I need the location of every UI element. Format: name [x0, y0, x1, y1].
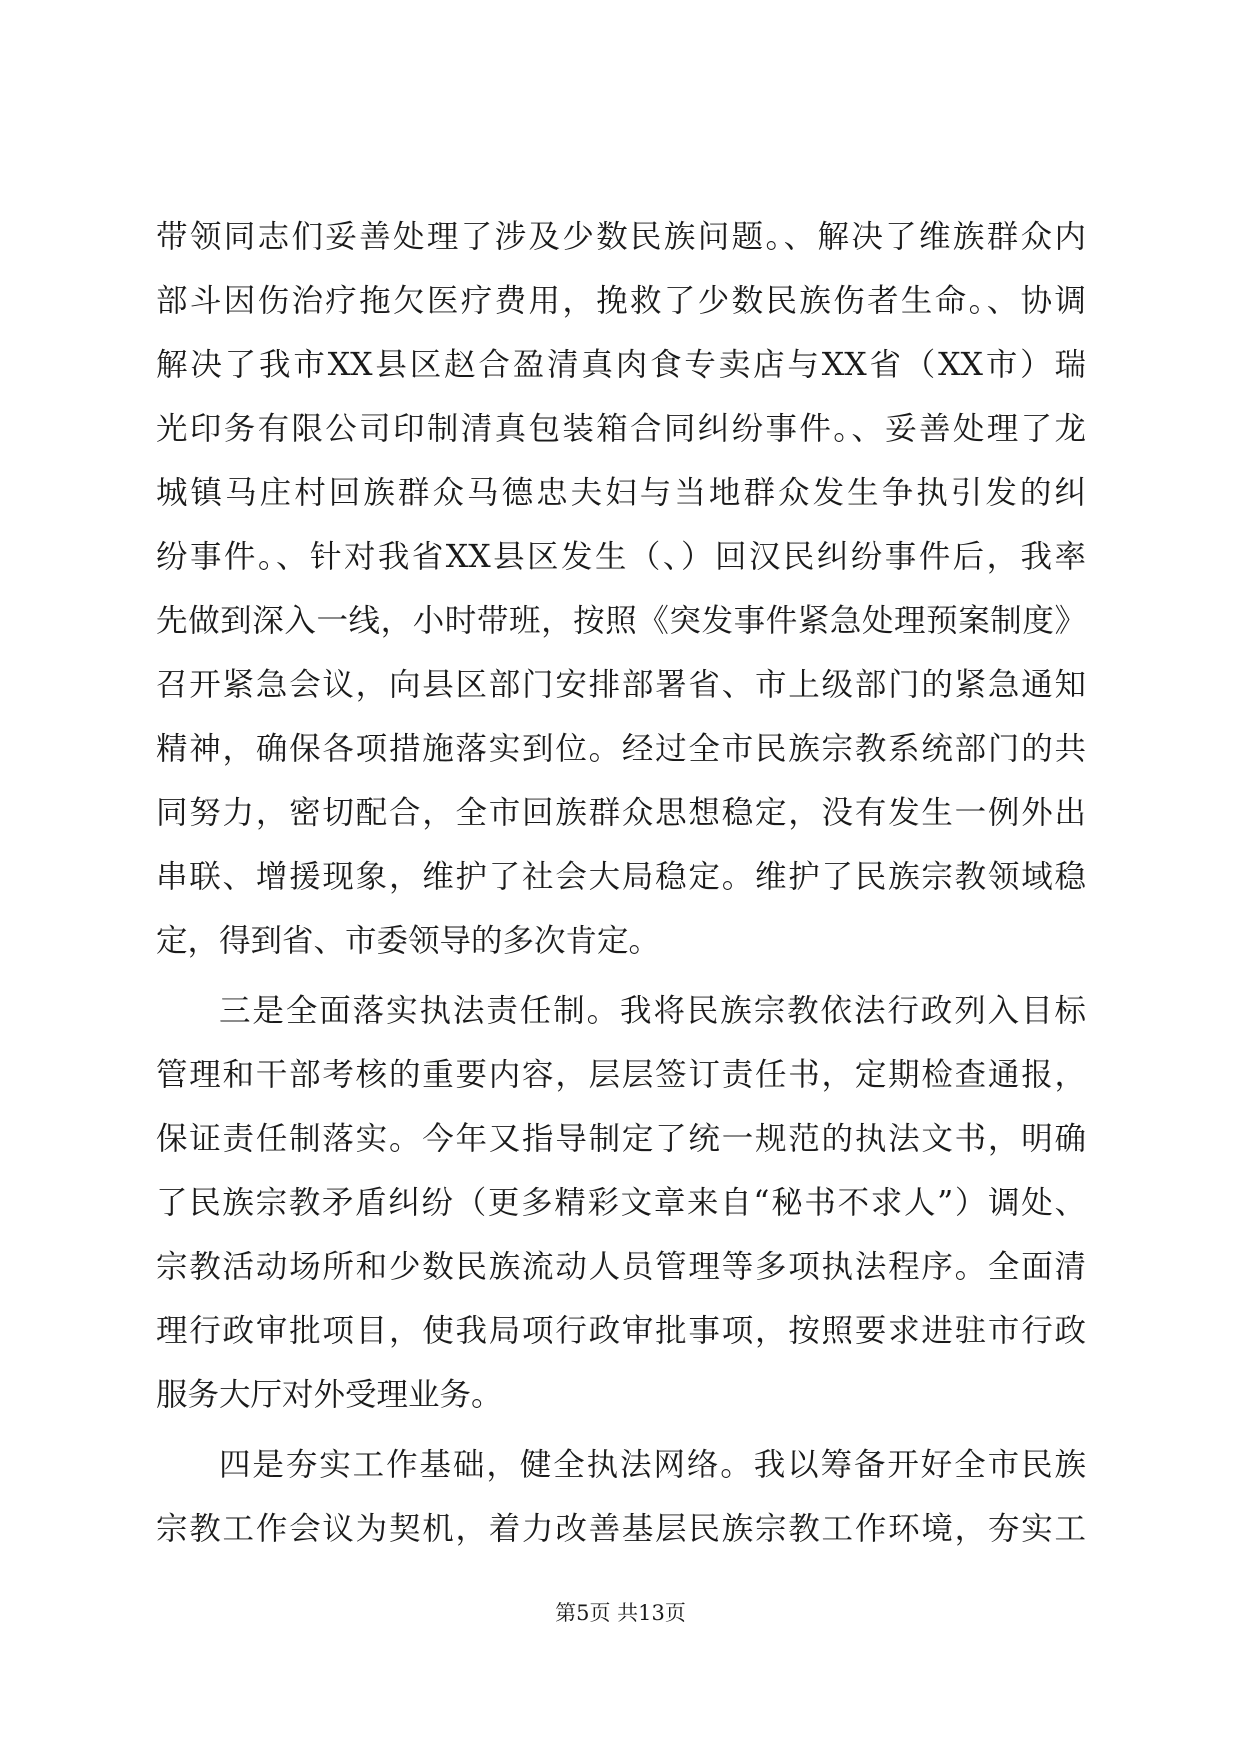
text-line: 精神，确保各项措施落实到位。经过全市民族宗教系统部门的共: [156, 731, 1086, 767]
text-line: 了民族宗教矛盾纠纷（更多精彩文章来自“秘书不求人”）调处、: [156, 1185, 1086, 1221]
text-line: 光印务有限公司印制清真包装箱合同纠纷事件。、妥善处理了龙: [156, 411, 1086, 447]
paragraph-first-line: 四是夯实工作基础，健全执法网络。我以筹备开好全市民族: [219, 1447, 1086, 1483]
text-line: 定，得到省、市委领导的多次肯定。: [156, 923, 661, 959]
text-line: 宗教活动场所和少数民族流动人员管理等多项执法程序。全面清: [156, 1249, 1086, 1285]
page-number-footer: 第5页 共13页: [555, 1601, 686, 1625]
paragraph-first-line: 三是全面落实执法责任制。我将民族宗教依法行政列入目标: [219, 993, 1086, 1029]
document-body: [156, 205, 1086, 1561]
text-line: 解决了我市XX县区赵合盈清真肉食专卖店与XX省（XX市）瑞: [156, 347, 1086, 383]
text-line: 同努力，密切配合，全市回族群众思想稳定，没有发生一例外出: [156, 795, 1086, 831]
text-line: 部斗因伤治疗拖欠医疗费用，挽救了少数民族伤者生命。、协调: [156, 283, 1086, 319]
text-line: 先做到深入一线，小时带班，按照《突发事件紧急处理预案制度》: [156, 603, 1086, 639]
text-line: 管理和干部考核的重要内容，层层签订责任书，定期检查通报，: [156, 1057, 1086, 1093]
text-line: 保证责任制落实。今年又指导制定了统一规范的执法文书，明确: [156, 1121, 1086, 1157]
text-line: 城镇马庄村回族群众马德忠夫妇与当地群众发生争执引发的纠: [156, 475, 1086, 511]
text-line: 带领同志们妥善处理了涉及少数民族问题。、解决了维族群众内: [156, 219, 1086, 255]
text-line: 理行政审批项目，使我局项行政审批事项，按照要求进驻市行政: [156, 1313, 1086, 1349]
text-line: 召开紧急会议，向县区部门安排部署省、市上级部门的紧急通知: [156, 667, 1086, 703]
text-line: 宗教工作会议为契机，着力改善基层民族宗教工作环境，夯实工: [156, 1511, 1086, 1547]
text-line: 串联、增援现象，维护了社会大局稳定。维护了民族宗教领域稳: [156, 859, 1086, 895]
text-line: 服务大厅对外受理业务。: [156, 1377, 503, 1413]
text-line: 纷事件。、针对我省XX县区发生（、）回汉民纠纷事件后，我率: [156, 539, 1086, 575]
